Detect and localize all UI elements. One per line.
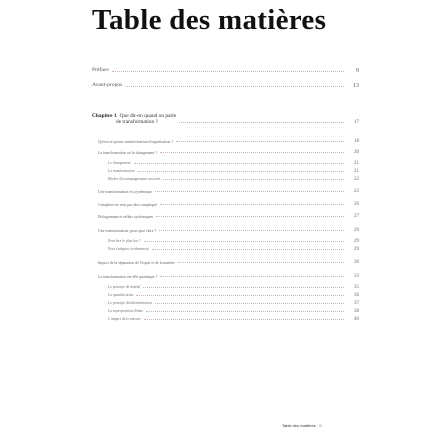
page-title: Table des matières — [92, 4, 327, 36]
toc-entry-page: 17 — [354, 120, 359, 126]
dot-leader — [156, 216, 344, 217]
toc-entry-page: 27 — [354, 214, 359, 219]
toc-entry-label: Pour être le plus fort ? — [108, 239, 141, 244]
toc-entry-avant-propos[interactable] — [92, 83, 359, 89]
toc-chapter-1[interactable] — [92, 114, 359, 125]
toc-subsection[interactable] — [108, 309, 359, 314]
dot-leader — [144, 241, 344, 242]
toc-entry-label: L'impact de la mesure — [108, 317, 141, 322]
toc-entry-label: Une transformation, pour quoi faire ? — [98, 229, 157, 234]
toc-entry-page: 29 — [354, 247, 359, 252]
toc-entry-page: 38 — [354, 309, 359, 314]
toc-section[interactable] — [98, 274, 359, 279]
toc-entry-label: La transformation — [108, 169, 135, 174]
toc-entry-preface[interactable] — [92, 68, 359, 74]
toc-entry-label: Le principe de dualité — [108, 285, 141, 290]
toc-entry-page: 36 — [354, 293, 359, 298]
dot-leader — [179, 122, 344, 123]
footer-label: Table des matières — [282, 423, 316, 428]
toc-entry-label: La superposition d'états — [108, 309, 143, 314]
toc-entry-label: Qu'est-ce qu'une transformation d'organisation ? — [98, 140, 174, 145]
toc-subsection[interactable] — [108, 177, 359, 182]
dot-leader — [143, 287, 344, 288]
dot-leader — [136, 295, 344, 296]
chapter-heading — [92, 114, 176, 125]
footer-page-number: III — [318, 423, 322, 428]
toc-entry-page: 29 — [354, 228, 359, 233]
dot-leader — [159, 230, 344, 231]
dot-leader — [160, 276, 344, 277]
dot-leader — [134, 163, 344, 164]
toc-entry-page: 30 — [354, 260, 359, 265]
dot-leader — [178, 262, 344, 263]
toc-subsection[interactable] — [108, 301, 359, 306]
toc-subsection[interactable] — [108, 247, 359, 252]
toc-subsection[interactable] — [108, 169, 359, 174]
toc-entry-page: 21 — [354, 161, 359, 166]
toc-section[interactable] — [98, 189, 359, 194]
toc-entry-page: 33 — [354, 274, 359, 279]
toc-entry-page: 37 — [354, 301, 359, 306]
toc-section[interactable] — [98, 228, 359, 233]
toc-entry-page: 18 — [354, 139, 359, 144]
dot-leader — [155, 303, 344, 304]
toc-subsection[interactable] — [108, 293, 359, 298]
toc-section[interactable] — [98, 260, 359, 265]
toc-entry-page: 40 — [354, 317, 359, 322]
dot-leader — [163, 179, 344, 180]
toc-section[interactable] — [98, 139, 359, 144]
toc-entry-label: Modes d'accompagnement associés — [108, 177, 161, 182]
toc-entry-label: Impact de la séparation de l'esprit et de la matière — [98, 261, 176, 266]
chapter-title-line1: Que dit-on quand on parle — [119, 113, 177, 119]
toc-entry-page: 23 — [354, 189, 359, 194]
toc-entry-label: Le changement — [108, 161, 131, 166]
dot-leader — [152, 249, 344, 250]
toc-entry-page: 29 — [354, 239, 359, 244]
chapter-title-line2: de transformation ? — [116, 118, 158, 125]
dot-leader — [138, 171, 344, 172]
toc-entry-label: La quantification — [108, 293, 134, 298]
toc-entry-label: Préface — [92, 67, 109, 74]
dot-leader — [112, 71, 344, 72]
toc-entry-label: La transformation ou le changement ? — [98, 151, 158, 156]
dot-leader — [160, 152, 344, 153]
toc-subsection[interactable] — [108, 161, 359, 166]
toc-entry-page: 22 — [354, 177, 359, 182]
toc-entry-page: 13 — [353, 83, 359, 89]
toc-entry-page: 26 — [354, 202, 359, 207]
toc-entry-label: Hologramme et reflets systémiques — [98, 215, 153, 220]
dot-leader — [146, 311, 344, 312]
toc-entry-label: Complexe ne veut pas dire compliqué — [98, 203, 157, 208]
toc-entry-page: 21 — [354, 169, 359, 174]
toc-subsection[interactable] — [108, 239, 359, 244]
dot-leader — [144, 319, 344, 320]
toc-section[interactable] — [98, 202, 359, 207]
dot-leader — [155, 191, 344, 192]
chapter-number: Chapitre 1 — [92, 113, 117, 119]
toc-entry-label: Une transformation est systémique — [98, 190, 153, 195]
toc-entry-page: 35 — [354, 285, 359, 290]
toc-entry-label: La transformation est-elle quantique ? — [98, 275, 158, 280]
toc-subsection[interactable] — [108, 285, 359, 290]
toc-entry-label: Le principe d'indétermination — [108, 301, 152, 306]
toc-section[interactable] — [98, 214, 359, 219]
toc-entry-page: 9 — [356, 68, 359, 74]
toc-section[interactable] — [98, 150, 359, 155]
toc-entry-label: Pour s'adapter, évidemment — [108, 247, 149, 252]
toc-entry-label: Avant-propos — [92, 82, 123, 89]
toc-entry-page: 20 — [354, 150, 359, 155]
toc-subsection[interactable] — [108, 317, 359, 322]
dot-leader — [125, 86, 344, 87]
page-footer — [282, 423, 322, 428]
dot-leader — [160, 204, 344, 205]
dot-leader — [176, 141, 344, 142]
